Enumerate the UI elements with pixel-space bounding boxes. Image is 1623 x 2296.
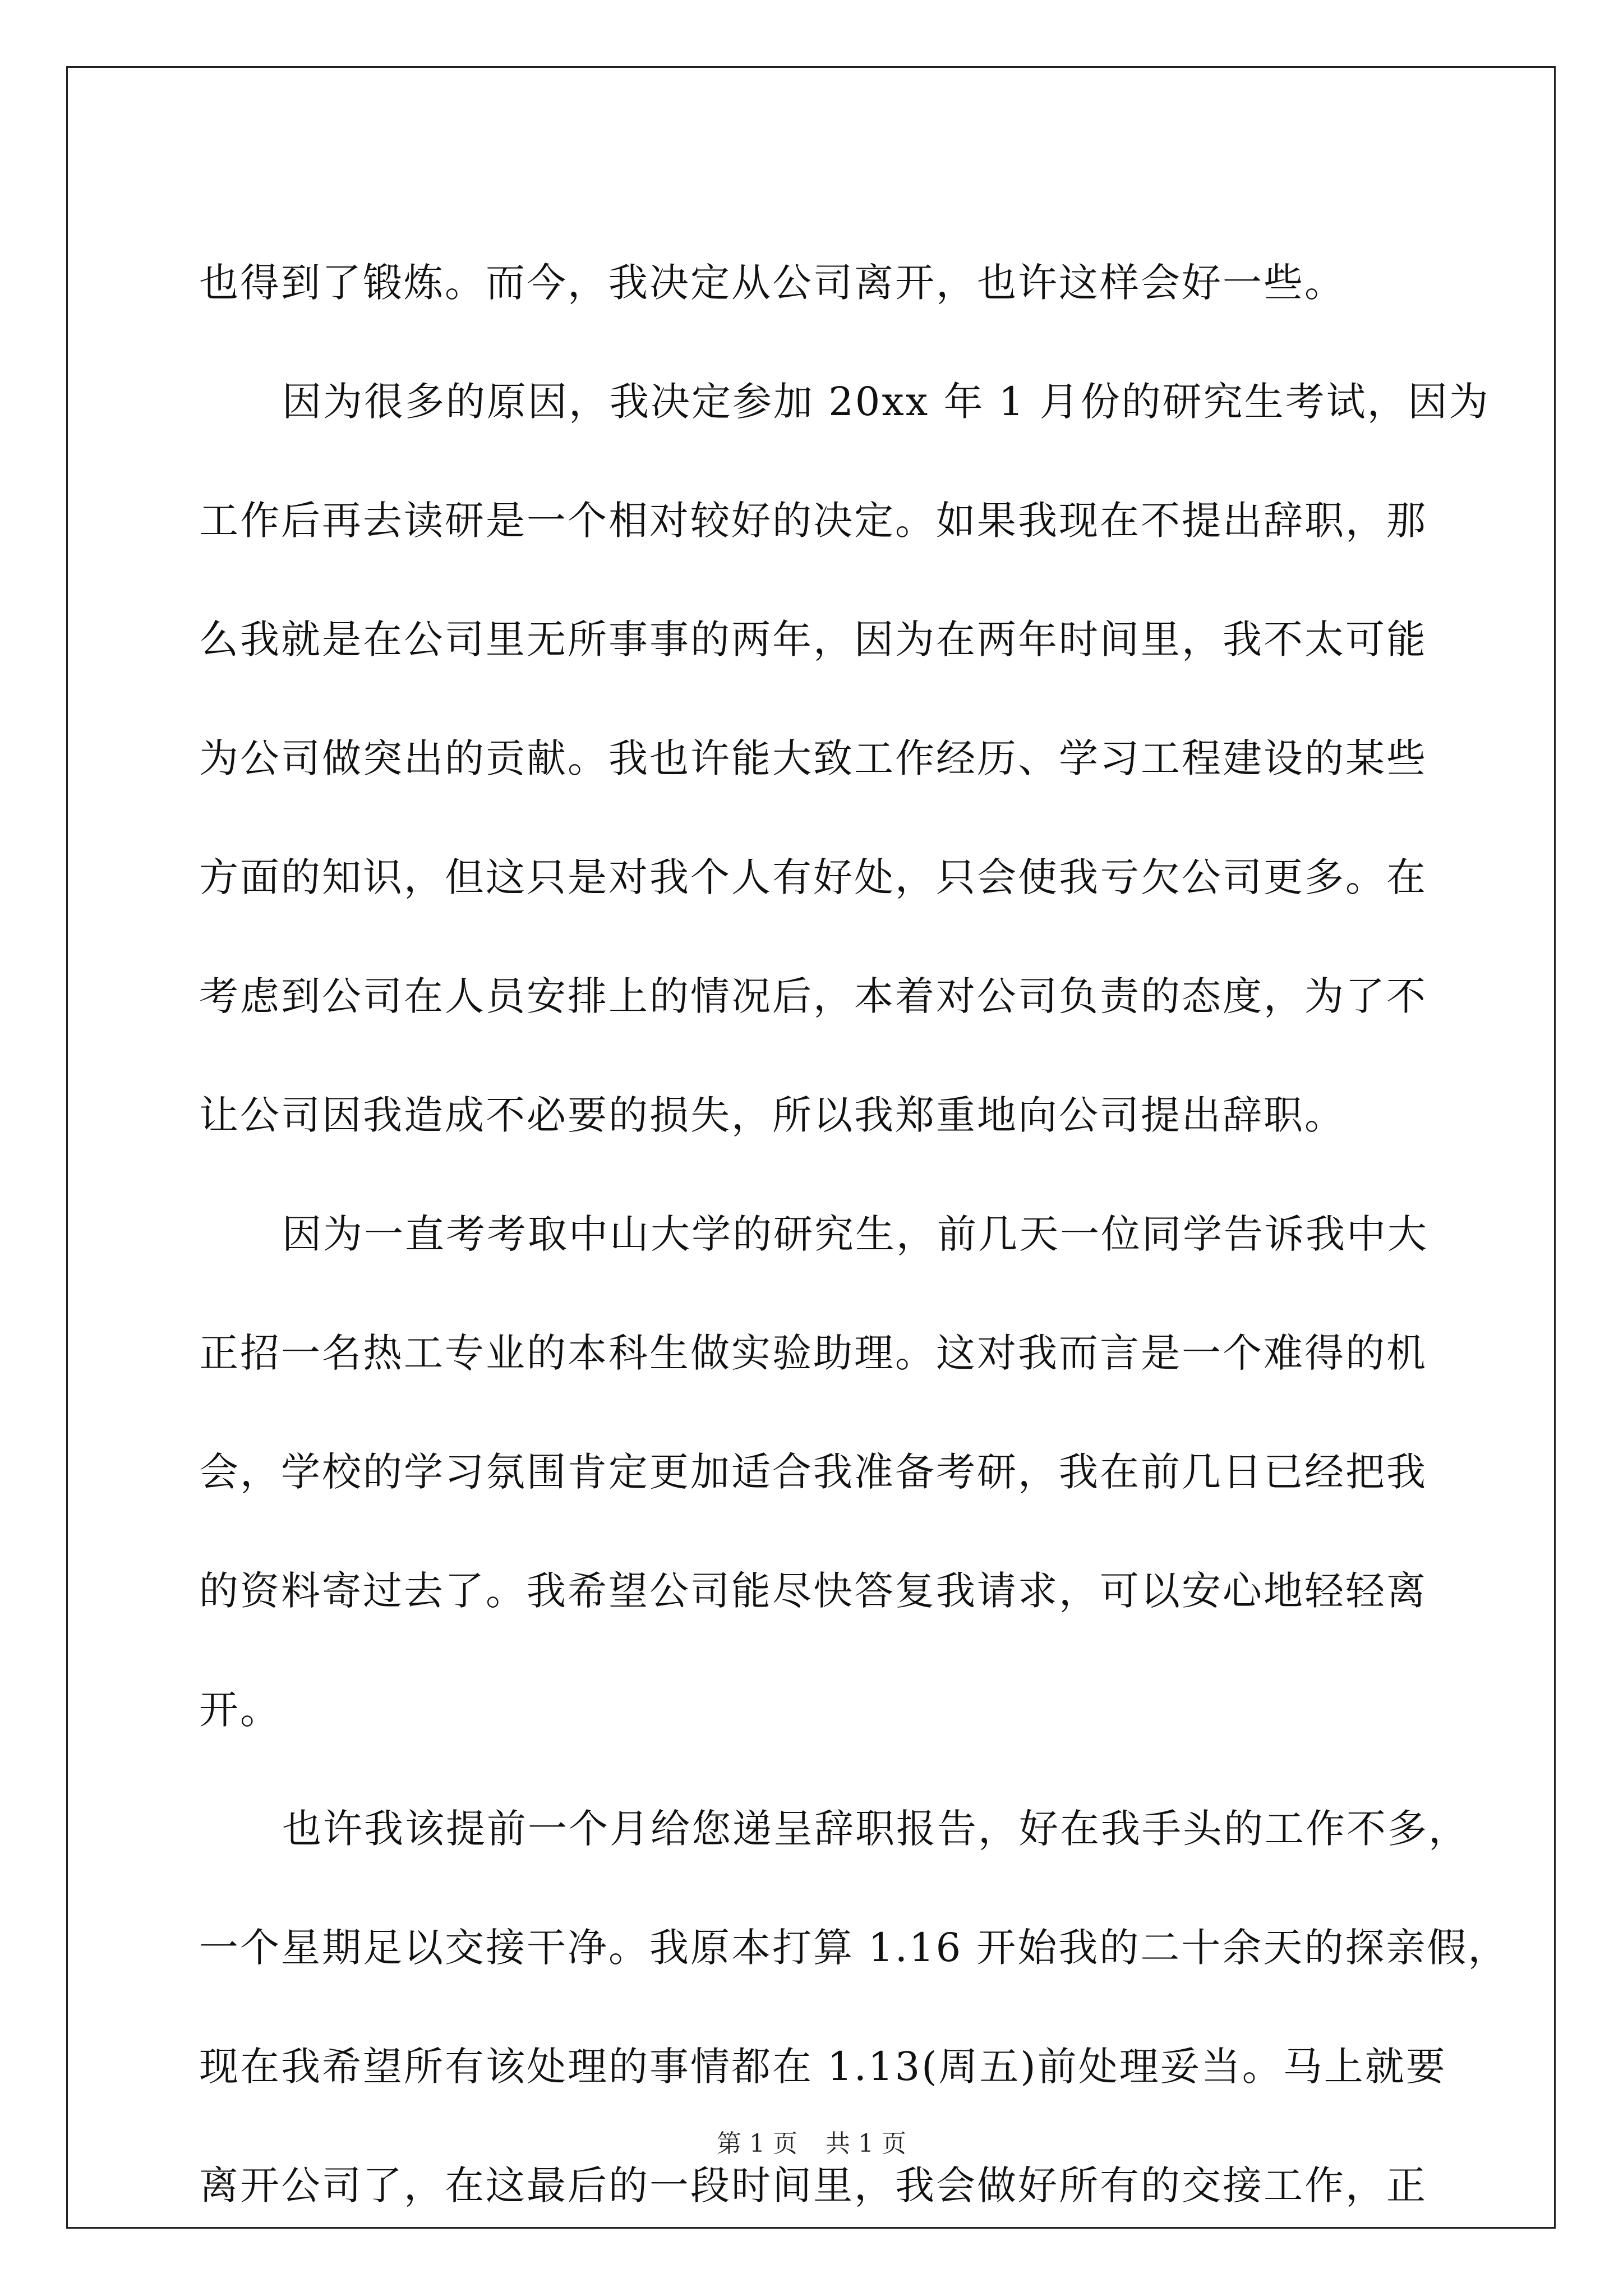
text-line: 让公司因我造成不必要的损失，所以我郑重地向公司提出辞职。 (199, 1092, 1345, 1138)
text-line: 因为很多的原因，我决定参加 20xx 年 1 月份的研究生考试，因为 (282, 379, 1490, 425)
text-line: 现在我希望所有该处理的事情都在 1.13(周五)前处理妥当。马上就要 (199, 2044, 1447, 2090)
document-body (199, 223, 1509, 2245)
text-line: 离开公司了，在这最后的一段时间里，我会做好所有的交接工作，正 (199, 2162, 1427, 2208)
text-line: 为公司做突出的贡献。我也许能大致工作经历、学习工程建设的某些 (199, 735, 1427, 781)
text-line: 考虑到公司在人员安排上的情况后，本着对公司负责的态度，为了不 (199, 973, 1427, 1019)
page-footer (0, 2123, 1623, 2159)
text-line: 也得到了锻炼。而今，我决定从公司离开，也许这样会好一些。 (199, 260, 1345, 306)
text-line: 一个星期足以交接干净。我原本打算 1.16 开始我的二十余天的探亲假， (199, 1925, 1509, 1971)
text-line: 工作后再去读研是一个相对较好的决定。如果我现在不提出辞职，那 (199, 498, 1427, 544)
text-line: 会，学校的学习氛围肯定更加适合我准备考研，我在前几日已经把我 (199, 1449, 1427, 1495)
text-line: 的资料寄过去了。我希望公司能尽快答复我请求，可以安心地轻轻离 (199, 1568, 1427, 1614)
text-line: 方面的知识，但这只是对我个人有好处，只会使我亏欠公司更多。在 (199, 854, 1427, 900)
text-line: 正招一名热工专业的本科生做实验助理。这对我而言是一个难得的机 (199, 1330, 1427, 1376)
text-line: 因为一直考考取中山大学的研究生，前几天一位同学告诉我中大 (282, 1211, 1428, 1257)
page-number: 第 1 页 (717, 2129, 797, 2158)
text-line: 开。 (199, 1687, 281, 1733)
text-line: 也许我该提前一个月给您递呈辞职报告，好在我手头的工作不多， (282, 1806, 1469, 1852)
text-line: 么我就是在公司里无所事事的两年，因为在两年时间里，我不太可能 (199, 616, 1427, 662)
page-total: 共 1 页 (826, 2129, 906, 2158)
